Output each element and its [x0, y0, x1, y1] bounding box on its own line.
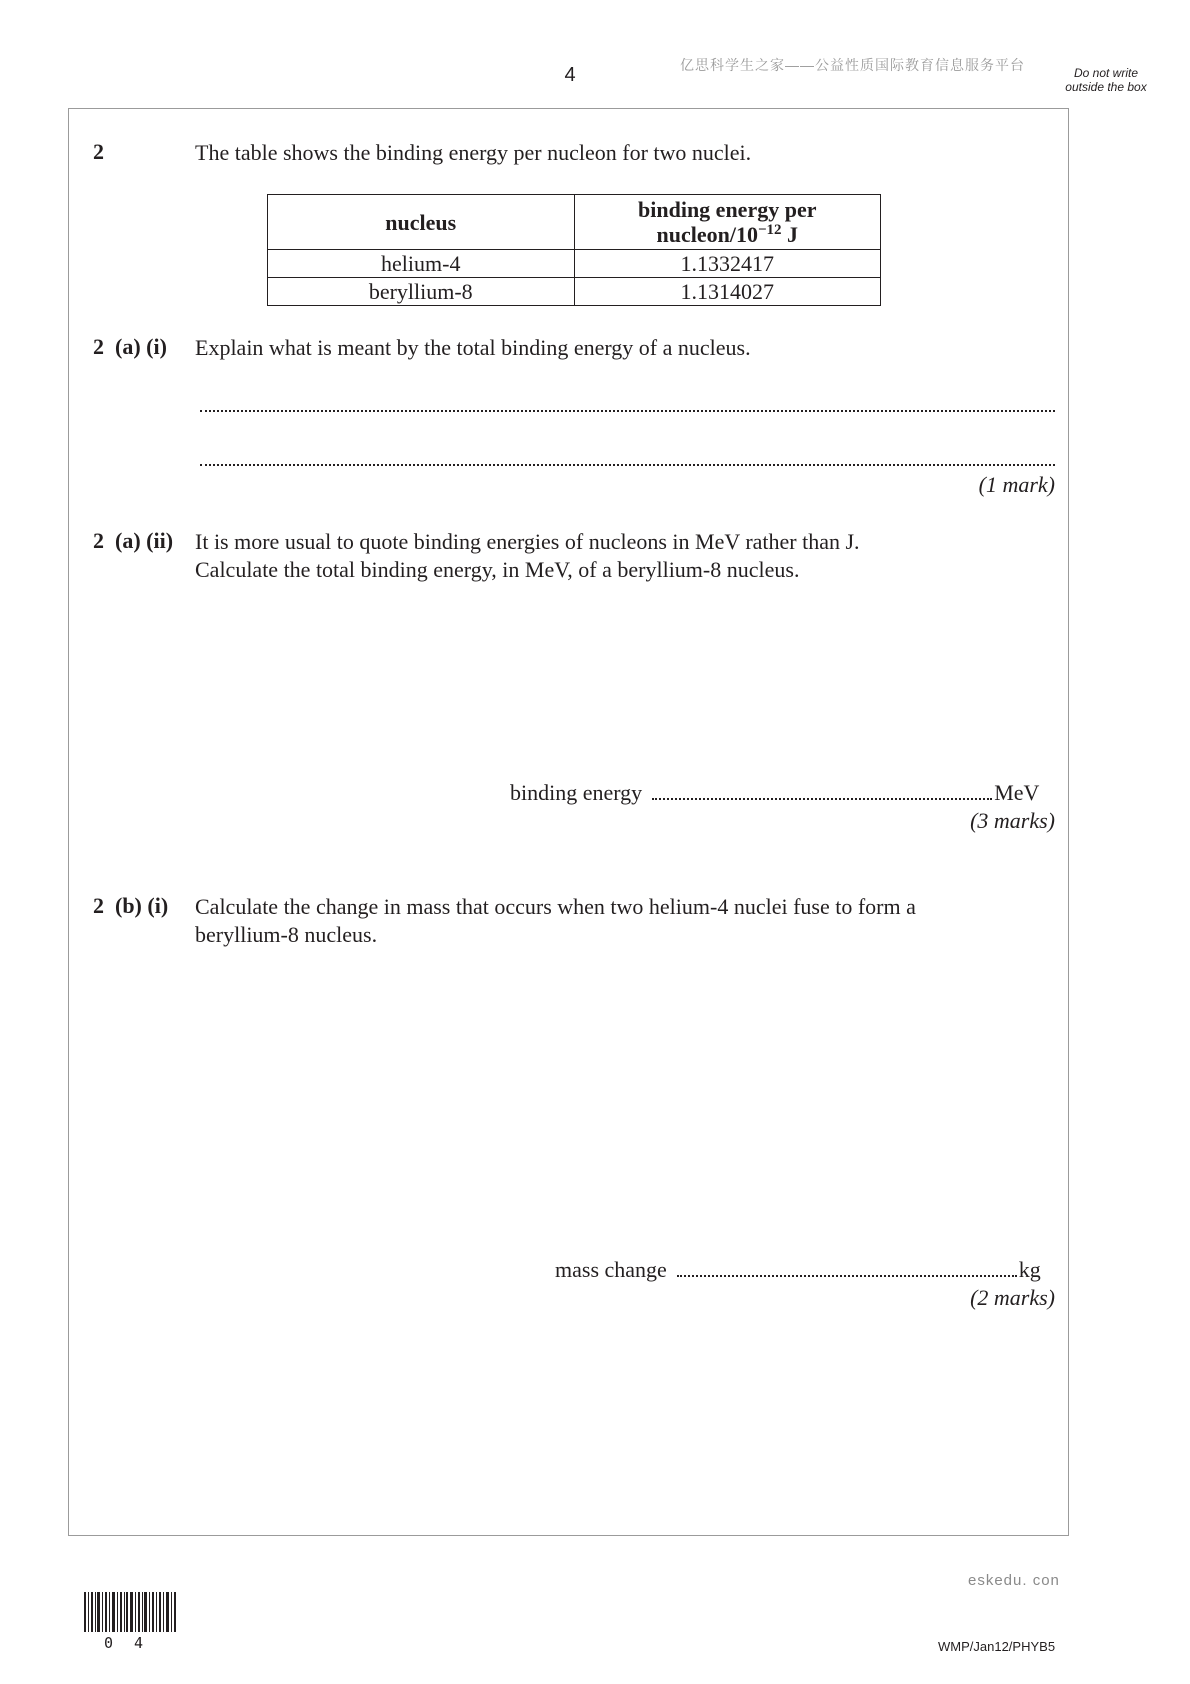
part-a-i-text: Explain what is meant by the total binding energy of a nucleus.	[195, 335, 751, 360]
part-a-ii-marks: (3 marks)	[970, 808, 1055, 833]
part-b-i-line2: beryllium-8 nucleus.	[195, 922, 378, 947]
table-cell-energy: 1.1314027	[574, 278, 881, 306]
margin-note: Do not write outside the box	[1065, 66, 1147, 94]
binding-energy-label: binding energy	[510, 780, 643, 805]
watermark-text: 亿思科学生之家——公益性质国际教育信息服务平台	[680, 57, 1025, 73]
part-a-ii-line1: It is more usual to quote binding energies of nucleons in MeV rather than J.	[195, 529, 860, 554]
part-a-i-marks: (1 mark)	[978, 472, 1055, 497]
mass-change-answer	[555, 1257, 1041, 1283]
table-header-nucleus: nucleus	[268, 195, 575, 250]
table-cell-nucleus: helium-4	[268, 250, 575, 278]
paper-code: WMP/Jan12/PHYB5	[938, 1639, 1056, 1654]
page-number: 4	[564, 64, 576, 86]
part-a-ii-label: 2 (a) (ii)	[93, 528, 174, 553]
table-cell-energy: 1.1332417	[574, 250, 881, 278]
question-intro-text: The table shows the binding energy per nucleon for two nuclei.	[195, 140, 752, 165]
table-row	[268, 250, 881, 278]
binding-energy-answer-field[interactable]	[652, 780, 992, 800]
table-header-energy-line2: nucleon/10	[656, 222, 758, 247]
part-b-i-marks: (2 marks)	[970, 1285, 1055, 1310]
answer-box	[68, 108, 1069, 1536]
mass-change-label: mass change	[555, 1257, 667, 1282]
table-header-energy-unit: J	[787, 222, 799, 247]
table-row	[268, 278, 881, 306]
part-a-i-label: 2 (a) (i)	[93, 334, 167, 359]
table-header-energy	[574, 195, 881, 250]
part-a-ii-line2: Calculate the total binding energy, in MeV, of a beryllium-8 nucleus.	[195, 557, 800, 582]
table-header-energy-line1: binding energy per	[638, 197, 817, 222]
part-b-i-label: 2 (b) (i)	[93, 893, 169, 918]
binding-energy-table	[267, 194, 881, 306]
barcode-number: 0 4	[104, 1634, 150, 1652]
binding-energy-unit: MeV	[994, 780, 1040, 805]
part-b-i-line1: Calculate the change in mass that occurs when two helium-4 nuclei fuse to form a	[195, 894, 916, 919]
mass-change-unit: kg	[1018, 1257, 1041, 1282]
table-cell-nucleus: beryllium-8	[268, 278, 575, 306]
answer-line-2[interactable]	[200, 464, 1055, 466]
table-header-energy-exponent: −12	[757, 222, 782, 238]
question-number: 2	[93, 139, 104, 164]
answer-line-1[interactable]	[200, 410, 1055, 412]
mass-change-answer-field[interactable]	[677, 1257, 1017, 1277]
binding-energy-answer	[510, 780, 1039, 806]
footer-site-watermark: eskedu. con	[968, 1572, 1060, 1589]
barcode-icon	[84, 1592, 178, 1632]
